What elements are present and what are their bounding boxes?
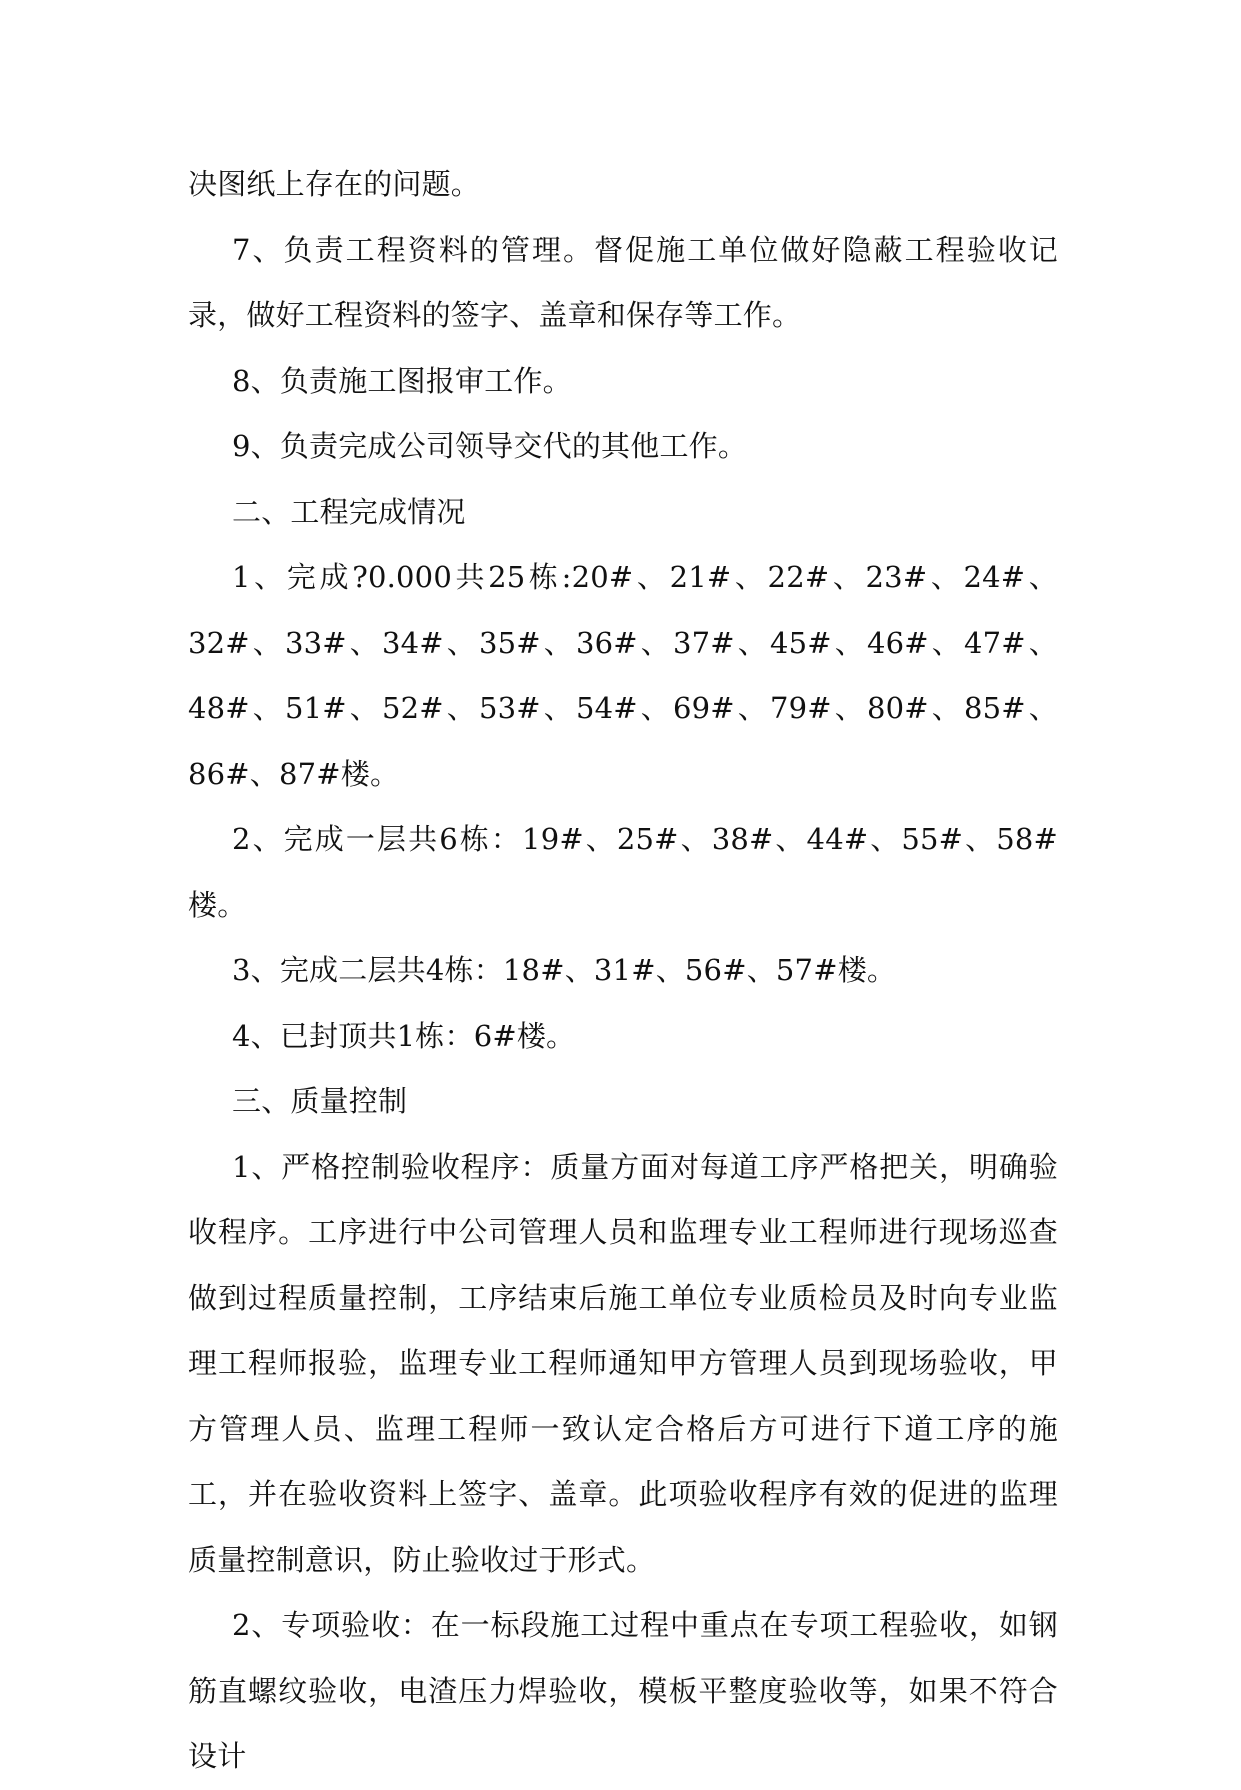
- paragraph-completion-4: 4、已封顶共1栋：6#楼。: [232, 1018, 576, 1053]
- document-body: [188, 152, 1058, 1790]
- paragraph-quality-1: 1、严格控制验收程序：质量方面对每道工序严格把关，明确验收程序。工序进行中公司管理人员和监理专业工程师进行现场巡查做到过程质量控制，工序结束后施工单位专业质检员及时向专业监理工程师报验，监理专业工程师通知甲方管理人员到现场验收，甲方管理人员、监理工程师一致认定合格后方可进行下道工序的施工，并在验收资料上签字、盖章。此项验收程序有效的促进的监理质量控制意识，防止验收过于形式。: [188, 1149, 1058, 1577]
- paragraph-completion-2: 2、完成一层共6栋：19#、25#、38#、44#、55#、58#楼。: [188, 822, 1058, 922]
- section-heading-3: 三、质量控制: [232, 1084, 408, 1118]
- paragraph-item-9: 9、负责完成公司领导交代的其他工作。: [232, 429, 748, 463]
- section-heading-2: 二、工程完成情况: [232, 494, 466, 529]
- paragraph-item-7: 7、负责工程资料的管理。督促施工单位做好隐蔽工程验收记录，做好工程资料的签字、盖章和保存等工作。: [188, 232, 1058, 332]
- paragraph-completion-3: 3、完成二层共4栋：18#、31#、56#、57#楼。: [232, 953, 897, 987]
- paragraph-quality-2: 2、专项验收：在一标段施工过程中重点在专项工程验收，如钢筋直螺纹验收，电渣压力焊验收，模板平整度验收等，如果不符合设计: [188, 1608, 1058, 1773]
- paragraph-item-8: 8、负责施工图报审工作。: [232, 363, 572, 398]
- paragraph-continuation: 决图纸上存在的问题。: [188, 167, 481, 201]
- paragraph-completion-1: 1、完成?0.000共25栋:20#、21#、22#、23#、24#、32#、33#、34#、35#、36#、37#、45#、46#、47#、48#、51#、52#、53#、54#、69#、79#、80#、85#、86#、87#楼。: [188, 560, 1058, 791]
